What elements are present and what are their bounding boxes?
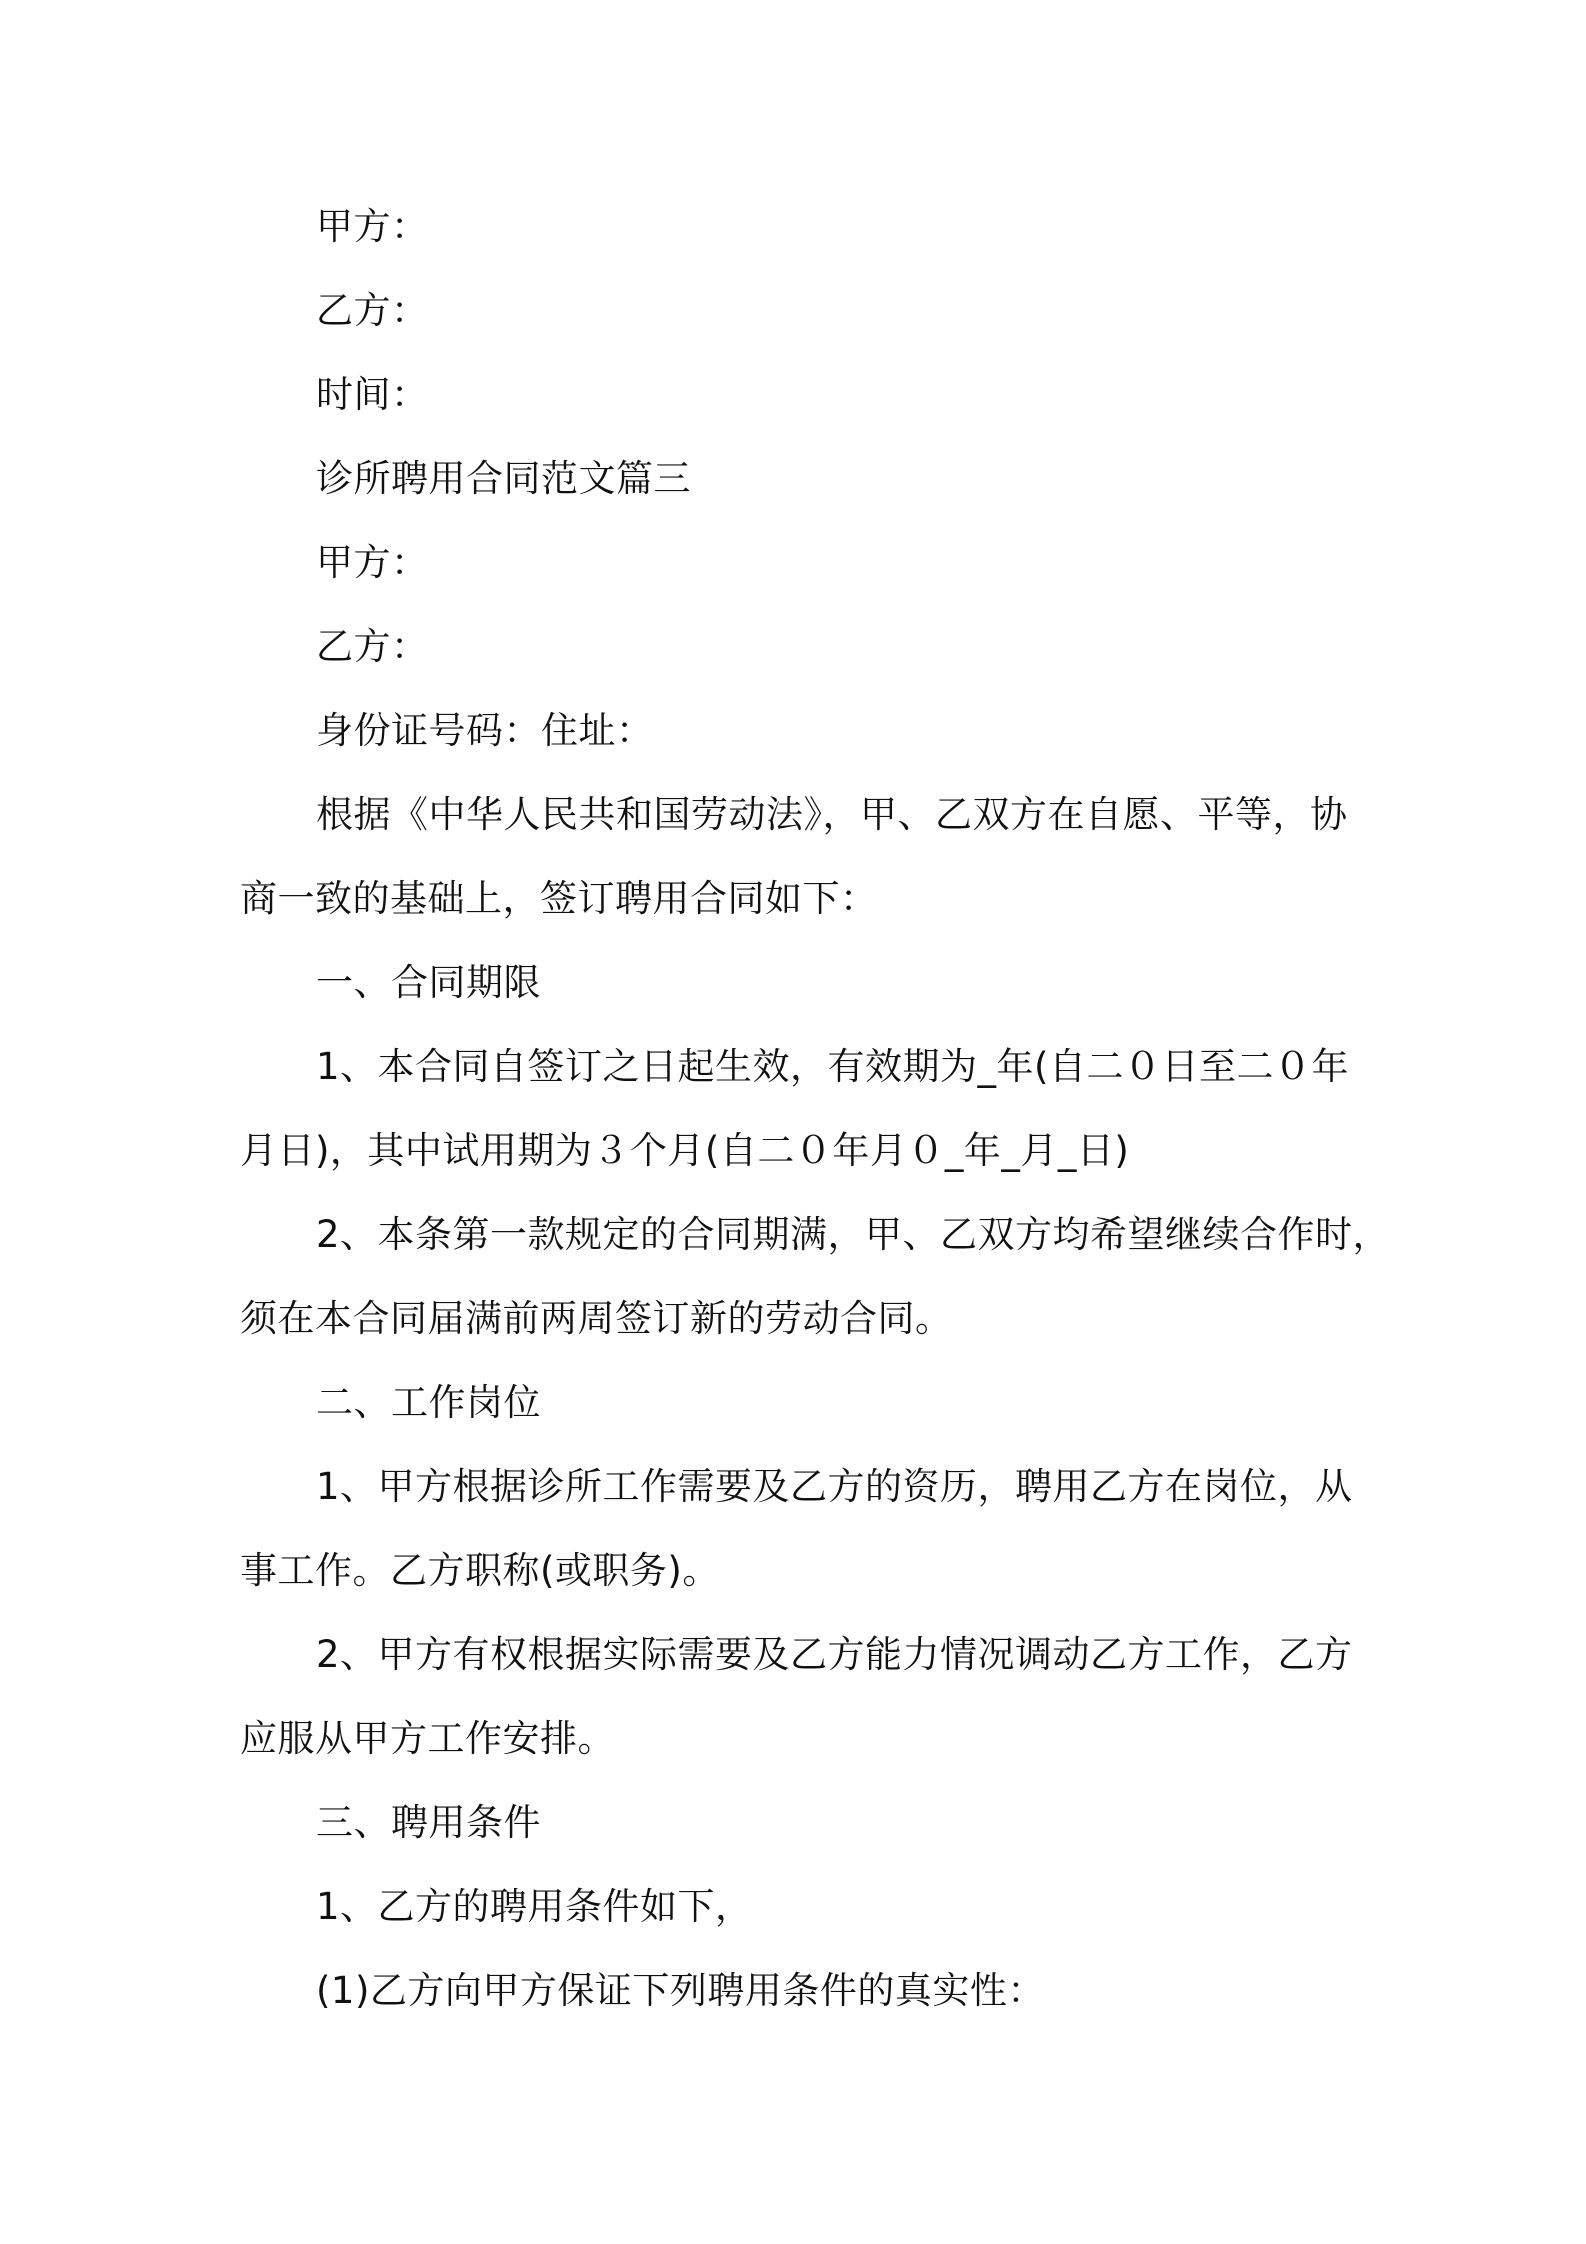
clause-2-1-line-2: 事工作。乙方职称(或职务)。: [240, 1549, 720, 1592]
party-a-label: 甲方：: [316, 205, 429, 248]
clause-2-2-line-1: 2、甲方有权根据实际需要及乙方能力情况调动乙方工作，乙方: [316, 1633, 1353, 1676]
clause-1-1-line-2: 月日)，其中试用期为３个月(自二０年月０_年_月_日): [240, 1129, 1130, 1172]
heading-job-position: 二、工作岗位: [316, 1381, 541, 1424]
section-title: 诊所聘用合同范文篇三: [316, 457, 691, 500]
time-label: 时间：: [316, 373, 429, 416]
clause-3-1: 1、乙方的聘用条件如下，: [316, 1885, 753, 1928]
party-b-label-2: 乙方：: [316, 625, 429, 668]
clause-1-2-line-1: 2、本条第一款规定的合同期满，甲、乙双方均希望继续合作时，: [316, 1213, 1391, 1256]
clause-2-2-line-2: 应服从甲方工作安排。: [240, 1717, 615, 1760]
clause-2-1-line-1: 1、甲方根据诊所工作需要及乙方的资历，聘用乙方在岗位，从: [316, 1465, 1353, 1508]
party-a-label-2: 甲方：: [316, 541, 429, 584]
clause-3-1-item-1: (1)乙方向甲方保证下列聘用条件的真实性：: [316, 1969, 1045, 2012]
intro-paragraph-line-1: 根据《中华人民共和国劳动法》，甲、乙双方在自愿、平等，协: [316, 793, 1348, 836]
party-b-label: 乙方：: [316, 289, 429, 332]
clause-1-2-line-2: 须在本合同届满前两周签订新的劳动合同。: [240, 1297, 953, 1340]
clause-1-1-line-1: 1、本合同自签订之日起生效，有效期为_年(自二０日至二０年: [316, 1045, 1349, 1088]
id-address-label: 身份证号码：住址：: [316, 709, 654, 752]
heading-employment-conditions: 三、聘用条件: [316, 1801, 541, 1844]
intro-paragraph-line-2: 商一致的基础上，签订聘用合同如下：: [240, 877, 878, 920]
heading-contract-term: 一、合同期限: [316, 961, 541, 1004]
